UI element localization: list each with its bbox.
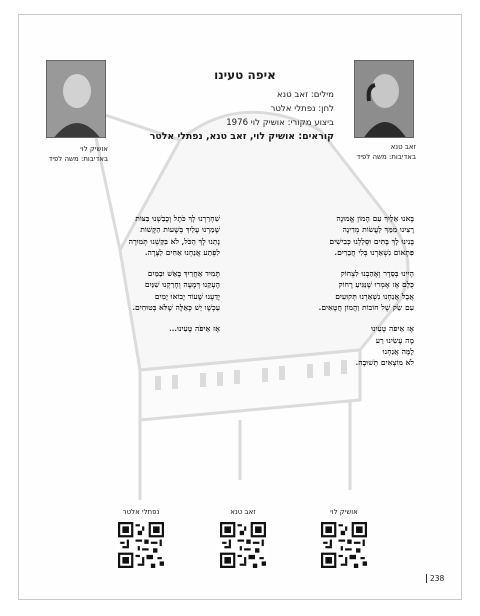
qr-zeev-tene[interactable] (217, 508, 269, 568)
qr-label: זאב טנא (230, 508, 256, 516)
lyric-line: בָּאנוּ אֵלַיִךְ עִם הָמוֹן אֱמוּנָה (336, 214, 414, 223)
qr-code-icon[interactable] (220, 522, 266, 568)
photo-left-name: אושיק לוי (80, 145, 108, 153)
lyric-line: לִפְתַע אֲנַחְנוּ אַחִים לַצָּרָה. (144, 247, 220, 257)
song-credits (112, 88, 334, 144)
song-title: איפה טעינו (214, 68, 276, 82)
stanza (264, 213, 414, 258)
qr-label: נפתלי אלטר (122, 508, 160, 516)
lyric-line: לֹא מוֹצְאִים תְּשׁוּבָה. (355, 358, 414, 368)
photo-right-name: זאב טנא (390, 143, 416, 151)
chorus (264, 323, 414, 368)
photo-oshik-levi (46, 60, 106, 138)
photo-left-credit: באדיבות: משה לפיד (48, 155, 108, 163)
stanza (66, 213, 220, 258)
readers-line: קוראים: אושיק לוי, זאב טנא, נפתלי אלטר (149, 131, 334, 142)
photo-right-credit: באדיבות: משה לפיד (356, 153, 416, 161)
lyric-line: בָּנִינוּ לָךְ בָּתִּים וּסְלַלְנוּ כְּבִישִׁים (329, 236, 414, 246)
original-performance-line: ביצוע מקורי: אושיק לוי 1976 (226, 118, 334, 128)
lyric-line: רָצִינוּ מִמֵּךְ לַעֲשׂוֹת מְדִינָה (342, 225, 414, 235)
photo-zeev-tene (354, 60, 414, 138)
lyric-line: עַכְשָׁו יֵשׁ כָּאֵלֶּה שֶׁלֹּא בְּטוּחִים. (132, 303, 220, 313)
composer-line: לחן: נפתלי אלטר (270, 104, 334, 114)
stanza (264, 268, 414, 313)
lyric-line: תָּמִיד אַחֲרַיִךְ בָּאֵשׁ וּבַמַּיִם (147, 269, 220, 279)
lyric-line: אָז אֵיפֹה טָעִינוּ (371, 324, 414, 334)
page-number: 238 (426, 574, 444, 583)
photo-right-caption (336, 142, 416, 162)
lyric-line: אֲבָל אֲנַחְנוּ נִשְׁאַרְנוּ תְּקוּעִים (335, 291, 414, 301)
lyrics-column-right (264, 213, 414, 379)
lyric-line: פִּתְאוֹם נִשְׁאַרְנוּ בְּלִי חֲבֵרִים. (334, 247, 414, 257)
qr-naftali-alter[interactable] (115, 508, 167, 568)
lyricist-line: מילים: זאב טנא (276, 90, 334, 100)
stanza (66, 268, 220, 313)
lyric-line: הָיִינוּ בְּסֵדֶר וְאָהַבְנוּ לִצְחוֹק (340, 269, 414, 279)
qr-code-icon[interactable] (321, 522, 367, 568)
lyric-line: נָתַנוּ לָךְ הַכֹּל, לֹא בִּקַּשְׁנוּ תְּמוּרָה (128, 236, 220, 246)
lyric-line: אָז אֵיפֹה טָעִינוּ... (169, 324, 220, 334)
lyric-line: לָמָּה אֲנַחְנוּ (382, 346, 414, 356)
lyric-line: יָדַעְנוּ שֶׁעוֹד יָבוֹאוּ יָמִים (154, 291, 220, 301)
lyric-line: שִׁחְרַרְנוּ לָךְ כֹּתֶל וְכָבַשְׁנוּ בִּצּוֹת (135, 214, 220, 223)
lyrics-column-left (66, 213, 220, 345)
lyric-line: כֻּלָּם אָז אָמְרוּ שֶׁנַּגִּיעַ רָחוֹק (338, 280, 414, 290)
photo-left-caption (30, 144, 108, 164)
lyric-line: מָה עָשִׂינוּ רַע (375, 335, 414, 345)
lyric-line: עִם שַׂק שֶׁל חוֹבוֹת וַהֲמוֹן חֲטָאִים. (318, 303, 414, 313)
qr-code-icon[interactable] (118, 522, 164, 568)
qr-label: אושיק לוי (330, 508, 358, 516)
lyric-line: הֶעְקַנוּ דְּמָעָה וְחָרַקְנוּ שִׁנַּיִם (144, 280, 220, 290)
qr-oshik-levi[interactable] (318, 508, 370, 568)
chorus-reference (66, 323, 220, 334)
lyric-line: שָׁמַרְנוּ עָלַיִךְ בְּשָׁעוֹת הַקָּשׁוֹת (140, 225, 220, 235)
